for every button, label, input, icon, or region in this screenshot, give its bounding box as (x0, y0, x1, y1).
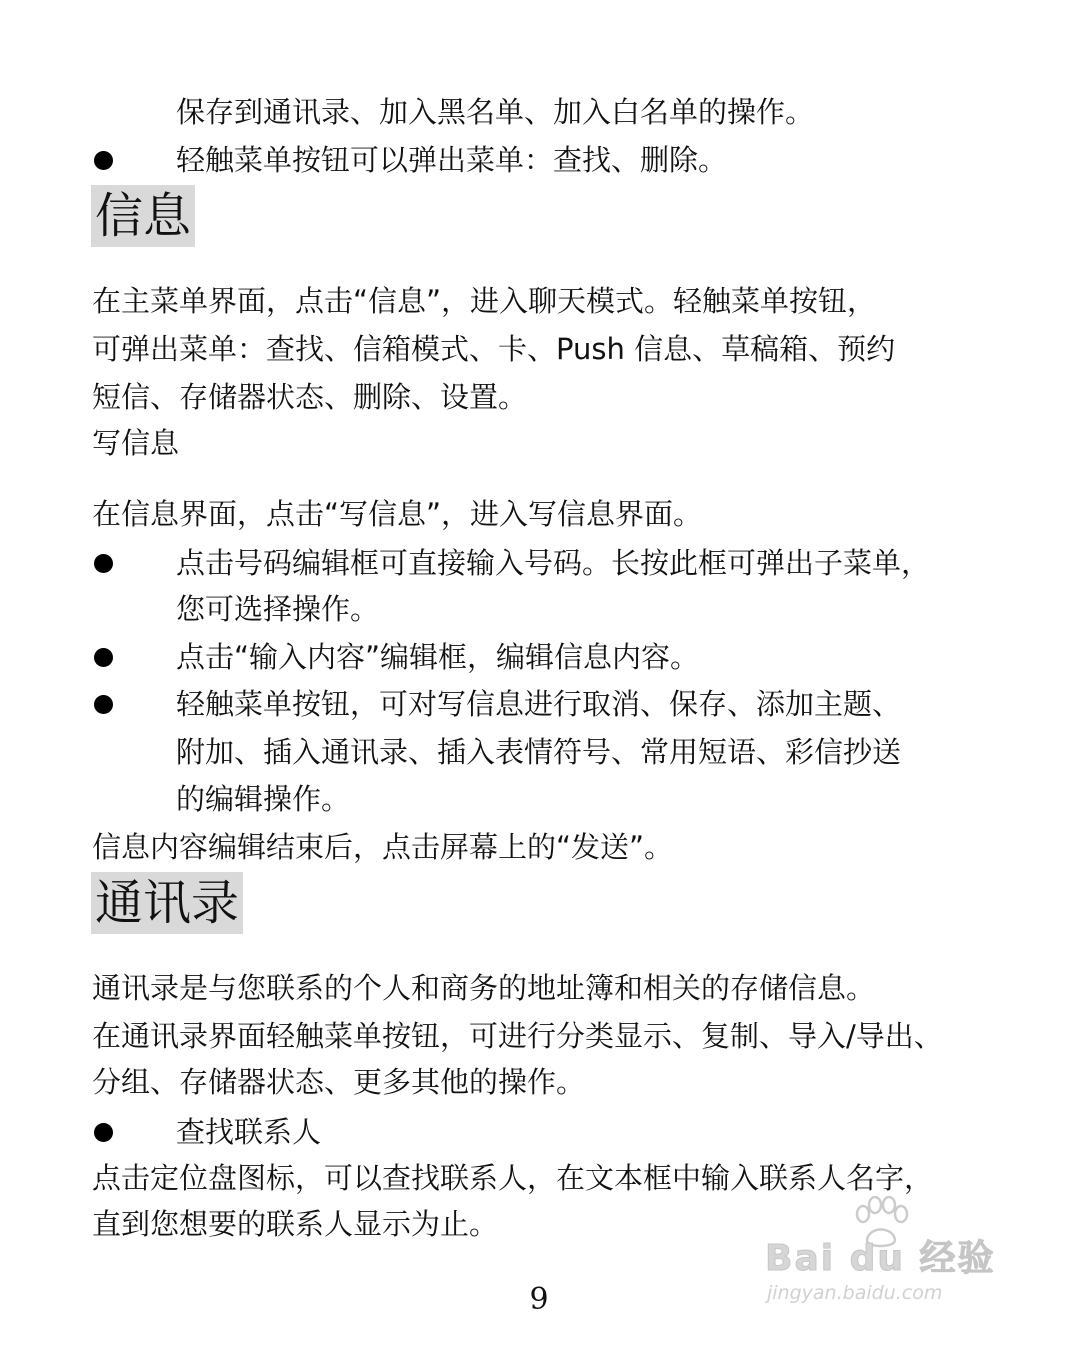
subheading-write-message: 写信息 (92, 426, 180, 460)
section-heading-messages: 信息 (91, 185, 195, 247)
list-item: 轻触菜单按钮可以弹出菜单：查找、删除。 (176, 143, 728, 177)
bullet-icon (94, 1123, 113, 1142)
baidu-watermark (765, 1196, 1015, 1316)
page-number: 9 (529, 1282, 549, 1317)
text-line: 保存到通讯录、加入黑名单、加入白名单的操作。 (176, 95, 815, 129)
paragraph-line: 在通讯录界面轻触菜单按钮，可进行分类显示、复制、导入/导出、 (92, 1019, 943, 1053)
bullet-icon (94, 695, 113, 714)
paragraph-line: 可弹出菜单：查找、信箱模式、卡、Push 信息、草稿箱、预约 (92, 332, 896, 366)
list-item-continuation: 的编辑操作。 (176, 782, 351, 816)
bullet-icon (94, 151, 113, 170)
section-heading-contacts: 通讯录 (91, 872, 243, 934)
paragraph-line: 直到您想要的联系人显示为止。 (92, 1207, 499, 1241)
paragraph-line: 在信息界面，点击“写信息”，进入写信息界面。 (92, 497, 703, 531)
paragraph-line: 信息内容编辑结束后，点击屏幕上的“发送”。 (92, 830, 674, 864)
list-item: 点击号码编辑框可直接输入号码。长按此框可弹出子菜单， (176, 546, 931, 580)
list-item-find-contact: 查找联系人 (176, 1115, 322, 1149)
paragraph-line: 分组、存储器状态、更多其他的操作。 (92, 1065, 586, 1099)
paragraph-line: 点击定位盘图标，可以查找联系人，在文本框中输入联系人名字， (92, 1161, 934, 1195)
list-item-continuation: 您可选择操作。 (176, 592, 380, 626)
list-item: 点击“输入内容”编辑框，编辑信息内容。 (176, 640, 700, 674)
watermark-brand: Bai du 经验 (765, 1238, 996, 1279)
bullet-icon (94, 648, 113, 667)
paragraph-line: 通讯录是与您联系的个人和商务的地址簿和相关的存储信息。 (92, 971, 876, 1005)
watermark-url: jingyan.baidu.com (767, 1282, 943, 1304)
paragraph-line: 短信、存储器状态、删除、设置。 (92, 380, 528, 414)
list-item: 轻触菜单按钮，可对写信息进行取消、保存、添加主题、 (176, 687, 902, 721)
list-item-continuation: 附加、插入通讯录、插入表情符号、常用短语、彩信抄送 (176, 735, 902, 769)
bullet-icon (94, 554, 113, 573)
paragraph-line: 在主菜单界面，点击“信息”，进入聊天模式。轻触菜单按钮， (92, 284, 877, 318)
